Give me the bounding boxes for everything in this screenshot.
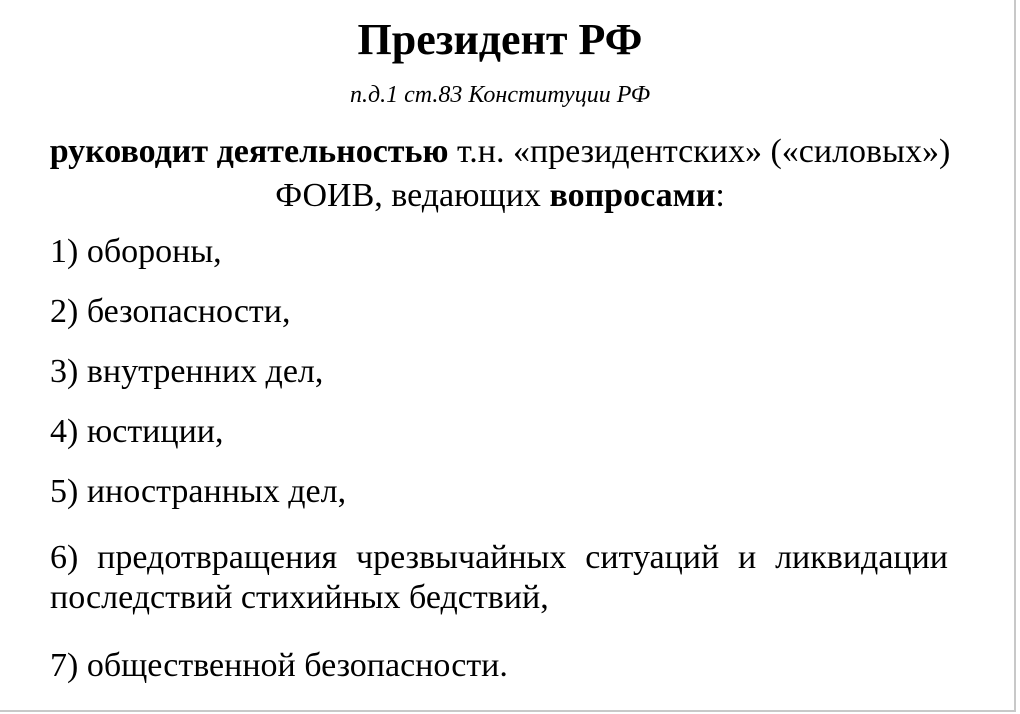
- intro-bold-end: вопросами: [549, 177, 716, 214]
- list-item: 5) иностранных дел,: [50, 473, 347, 510]
- list-item: 2) безопасности,: [50, 293, 291, 330]
- intro-end: :: [715, 177, 725, 214]
- list-item: 3) внутренних дел,: [50, 353, 324, 390]
- list-item: 6) предотвращения чрезвычайных ситуаций и ликвидации последствий стихийных бедствий,: [50, 539, 948, 616]
- list-item: 7) общественной безопасности.: [50, 647, 508, 684]
- slide-title: Президент РФ: [357, 15, 643, 64]
- intro-paragraph: [40, 130, 960, 218]
- slide-subtitle: п.д.1 ст.83 Конституции РФ: [349, 82, 651, 108]
- intro-middle: т.н. «президентских» («силовых») ФОИВ, ведающих: [275, 133, 951, 214]
- list-item: 4) юстиции,: [50, 413, 224, 450]
- list-item: 1) обороны,: [50, 233, 222, 270]
- intro-bold-start: руководит деятельностью: [49, 133, 449, 170]
